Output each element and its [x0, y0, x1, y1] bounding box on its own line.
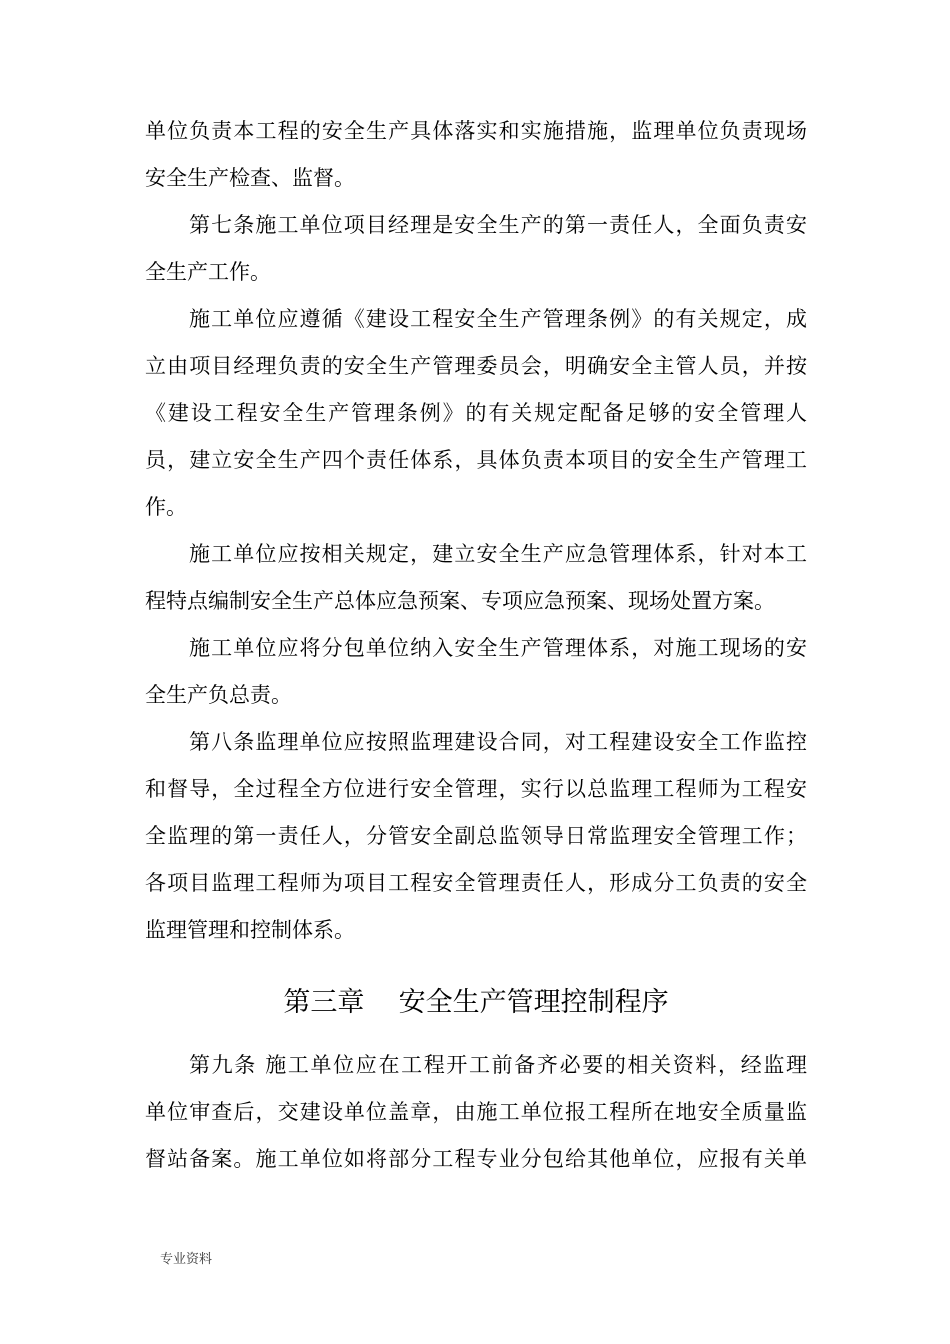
text-line: 全生产负总责。	[145, 683, 292, 707]
chapter-title: 第三章 安全生产管理控制程序	[283, 987, 669, 1018]
text-line: 作。	[145, 495, 187, 519]
paragraph	[145, 296, 807, 531]
text-line: 全监理的第一责任人，分管安全副总监领导日常监理安全管理工作；	[145, 824, 807, 848]
text-line: 第九条 施工单位应在工程开工前备齐必要的相关资料，经监理	[189, 1053, 807, 1077]
text-line: 和督导，全过程全方位进行安全管理，实行以总监理工程师为工程安	[145, 777, 807, 801]
text-line: 第八条监理单位应按照监理建设合同，对工程建设安全工作监控	[189, 730, 807, 754]
paragraph-article-9	[145, 1042, 807, 1183]
text-line: 安全生产检查、监督。	[145, 166, 355, 190]
paragraph-article-7	[145, 202, 807, 296]
text-line: 员，建立安全生产四个责任体系，具体负责本项目的安全生产管理工	[145, 448, 807, 472]
paragraph	[145, 108, 807, 202]
text-line: 施工单位应遵循《建设工程安全生产管理条例》的有关规定，成	[189, 307, 807, 331]
text-line: 程特点编制安全生产总体应急预案、专项应急预案、现场处置方案。	[145, 589, 775, 613]
paragraph	[145, 625, 807, 719]
text-line: 《建设工程安全生产管理条例》的有关规定配备足够的安全管理人	[145, 401, 807, 425]
document-body	[145, 108, 807, 1183]
text-line: 施工单位应将分包单位纳入安全生产管理体系，对施工现场的安	[189, 636, 807, 660]
text-line: 单位负责本工程的安全生产具体落实和实施措施，监理单位负责现场	[145, 119, 807, 143]
text-line: 单位审查后，交建设单位盖章，由施工单位报工程所在地安全质量监	[145, 1100, 807, 1124]
text-line: 监理管理和控制体系。	[145, 918, 355, 942]
text-line: 全生产工作。	[145, 260, 271, 284]
text-line: 第七条施工单位项目经理是安全生产的第一责任人，全面负责安	[189, 213, 807, 237]
footer-label: 专业资料	[160, 1252, 213, 1267]
text-line: 各项目监理工程师为项目工程安全管理责任人，形成分工负责的安全	[145, 871, 807, 895]
text-line: 施工单位应按相关规定，建立安全生产应急管理体系，针对本工	[189, 542, 807, 566]
text-line: 立由项目经理负责的安全生产管理委员会，明确安全主管人员，并按	[145, 354, 807, 378]
text-line: 督站备案。施工单位如将部分工程专业分包给其他单位，应报有关单	[145, 1147, 807, 1171]
paragraph-article-8	[145, 719, 807, 954]
paragraph	[145, 531, 807, 625]
